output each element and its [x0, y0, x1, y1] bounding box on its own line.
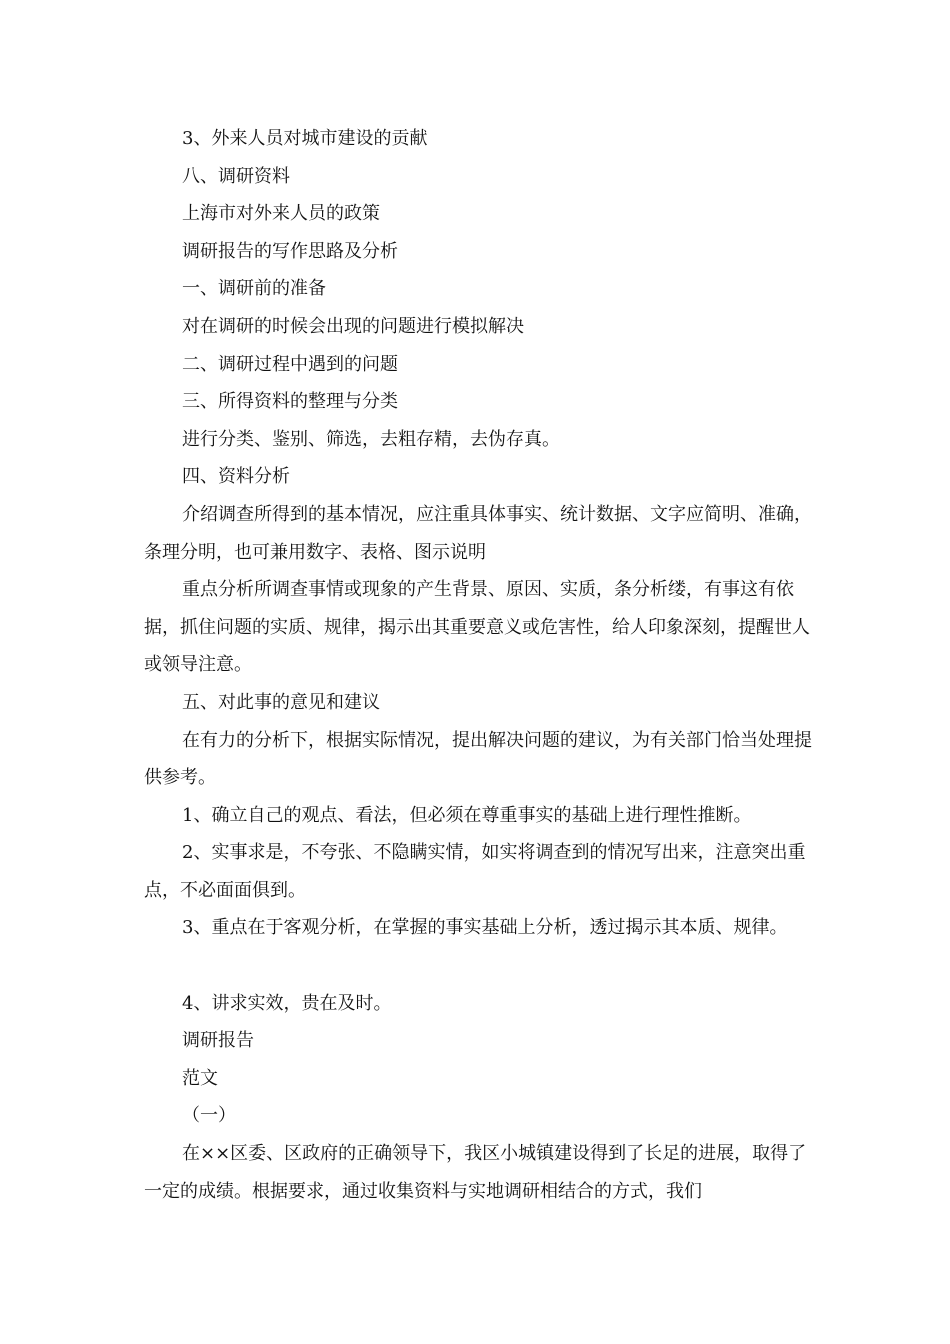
paragraph: 对在调研的时候会出现的问题进行模拟解决 [182, 315, 524, 337]
list-item: 3、重点在于客观分析，在掌握的事实基础上分析，透过揭示其本质、规律。 [182, 917, 788, 939]
section-heading: 二、调研过程中遇到的问题 [182, 353, 398, 375]
section-heading: 调研报告 [182, 1030, 254, 1052]
document-body [144, 120, 824, 1210]
paragraph: 重点分析所调查事情或现象的产生背景、原因、实质，条分析缕，有事这有依据，抓住问题的实质、规律，揭示出其重要意义或危害性，给人印象深刻，提醒世人或领导注意。 [144, 579, 810, 676]
section-heading: 四、资料分析 [182, 466, 290, 488]
list-item: 4、讲求实效，贵在及时。 [182, 992, 392, 1014]
paragraph: 进行分类、鉴别、筛选，去粗存精，去伪存真。 [182, 428, 560, 450]
paragraph: 介绍调查所得到的基本情况，应注重具体事实、统计数据、文字应简明、准确，条理分明，也可兼用数字、表格、图示说明 [144, 503, 812, 563]
section-heading: 三、所得资料的整理与分类 [182, 391, 398, 413]
section-heading: 八、调研资料 [182, 165, 290, 187]
section-heading: 调研报告的写作思路及分析 [182, 240, 398, 262]
list-item: 1、确立自己的观点、看法，但必须在尊重事实的基础上进行理性推断。 [182, 804, 752, 826]
section-heading: 范文 [182, 1067, 218, 1089]
paragraph: 在有力的分析下，根据实际情况，提出解决问题的建议，为有关部门恰当处理提供参考。 [144, 729, 812, 789]
section-heading: 五、对此事的意见和建议 [182, 691, 380, 713]
subsection-label: （一） [182, 1105, 236, 1127]
paragraph: 上海市对外来人员的政策 [182, 203, 380, 225]
paragraph: 在××区委、区政府的正确领导下，我区小城镇建设得到了长足的进展，取得了一定的成绩。根据要求，通过收集资料与实地调研相结合的方式，我们 [144, 1143, 807, 1202]
list-item: 2、实事求是，不夸张、不隐瞒实情，如实将调查到的情况写出来，注意突出重点，不必面面俱到。 [144, 842, 806, 901]
blank-line [144, 947, 824, 985]
section-heading: 一、调研前的准备 [182, 278, 326, 300]
paragraph: 3、外来人员对城市建设的贡献 [182, 128, 428, 149]
